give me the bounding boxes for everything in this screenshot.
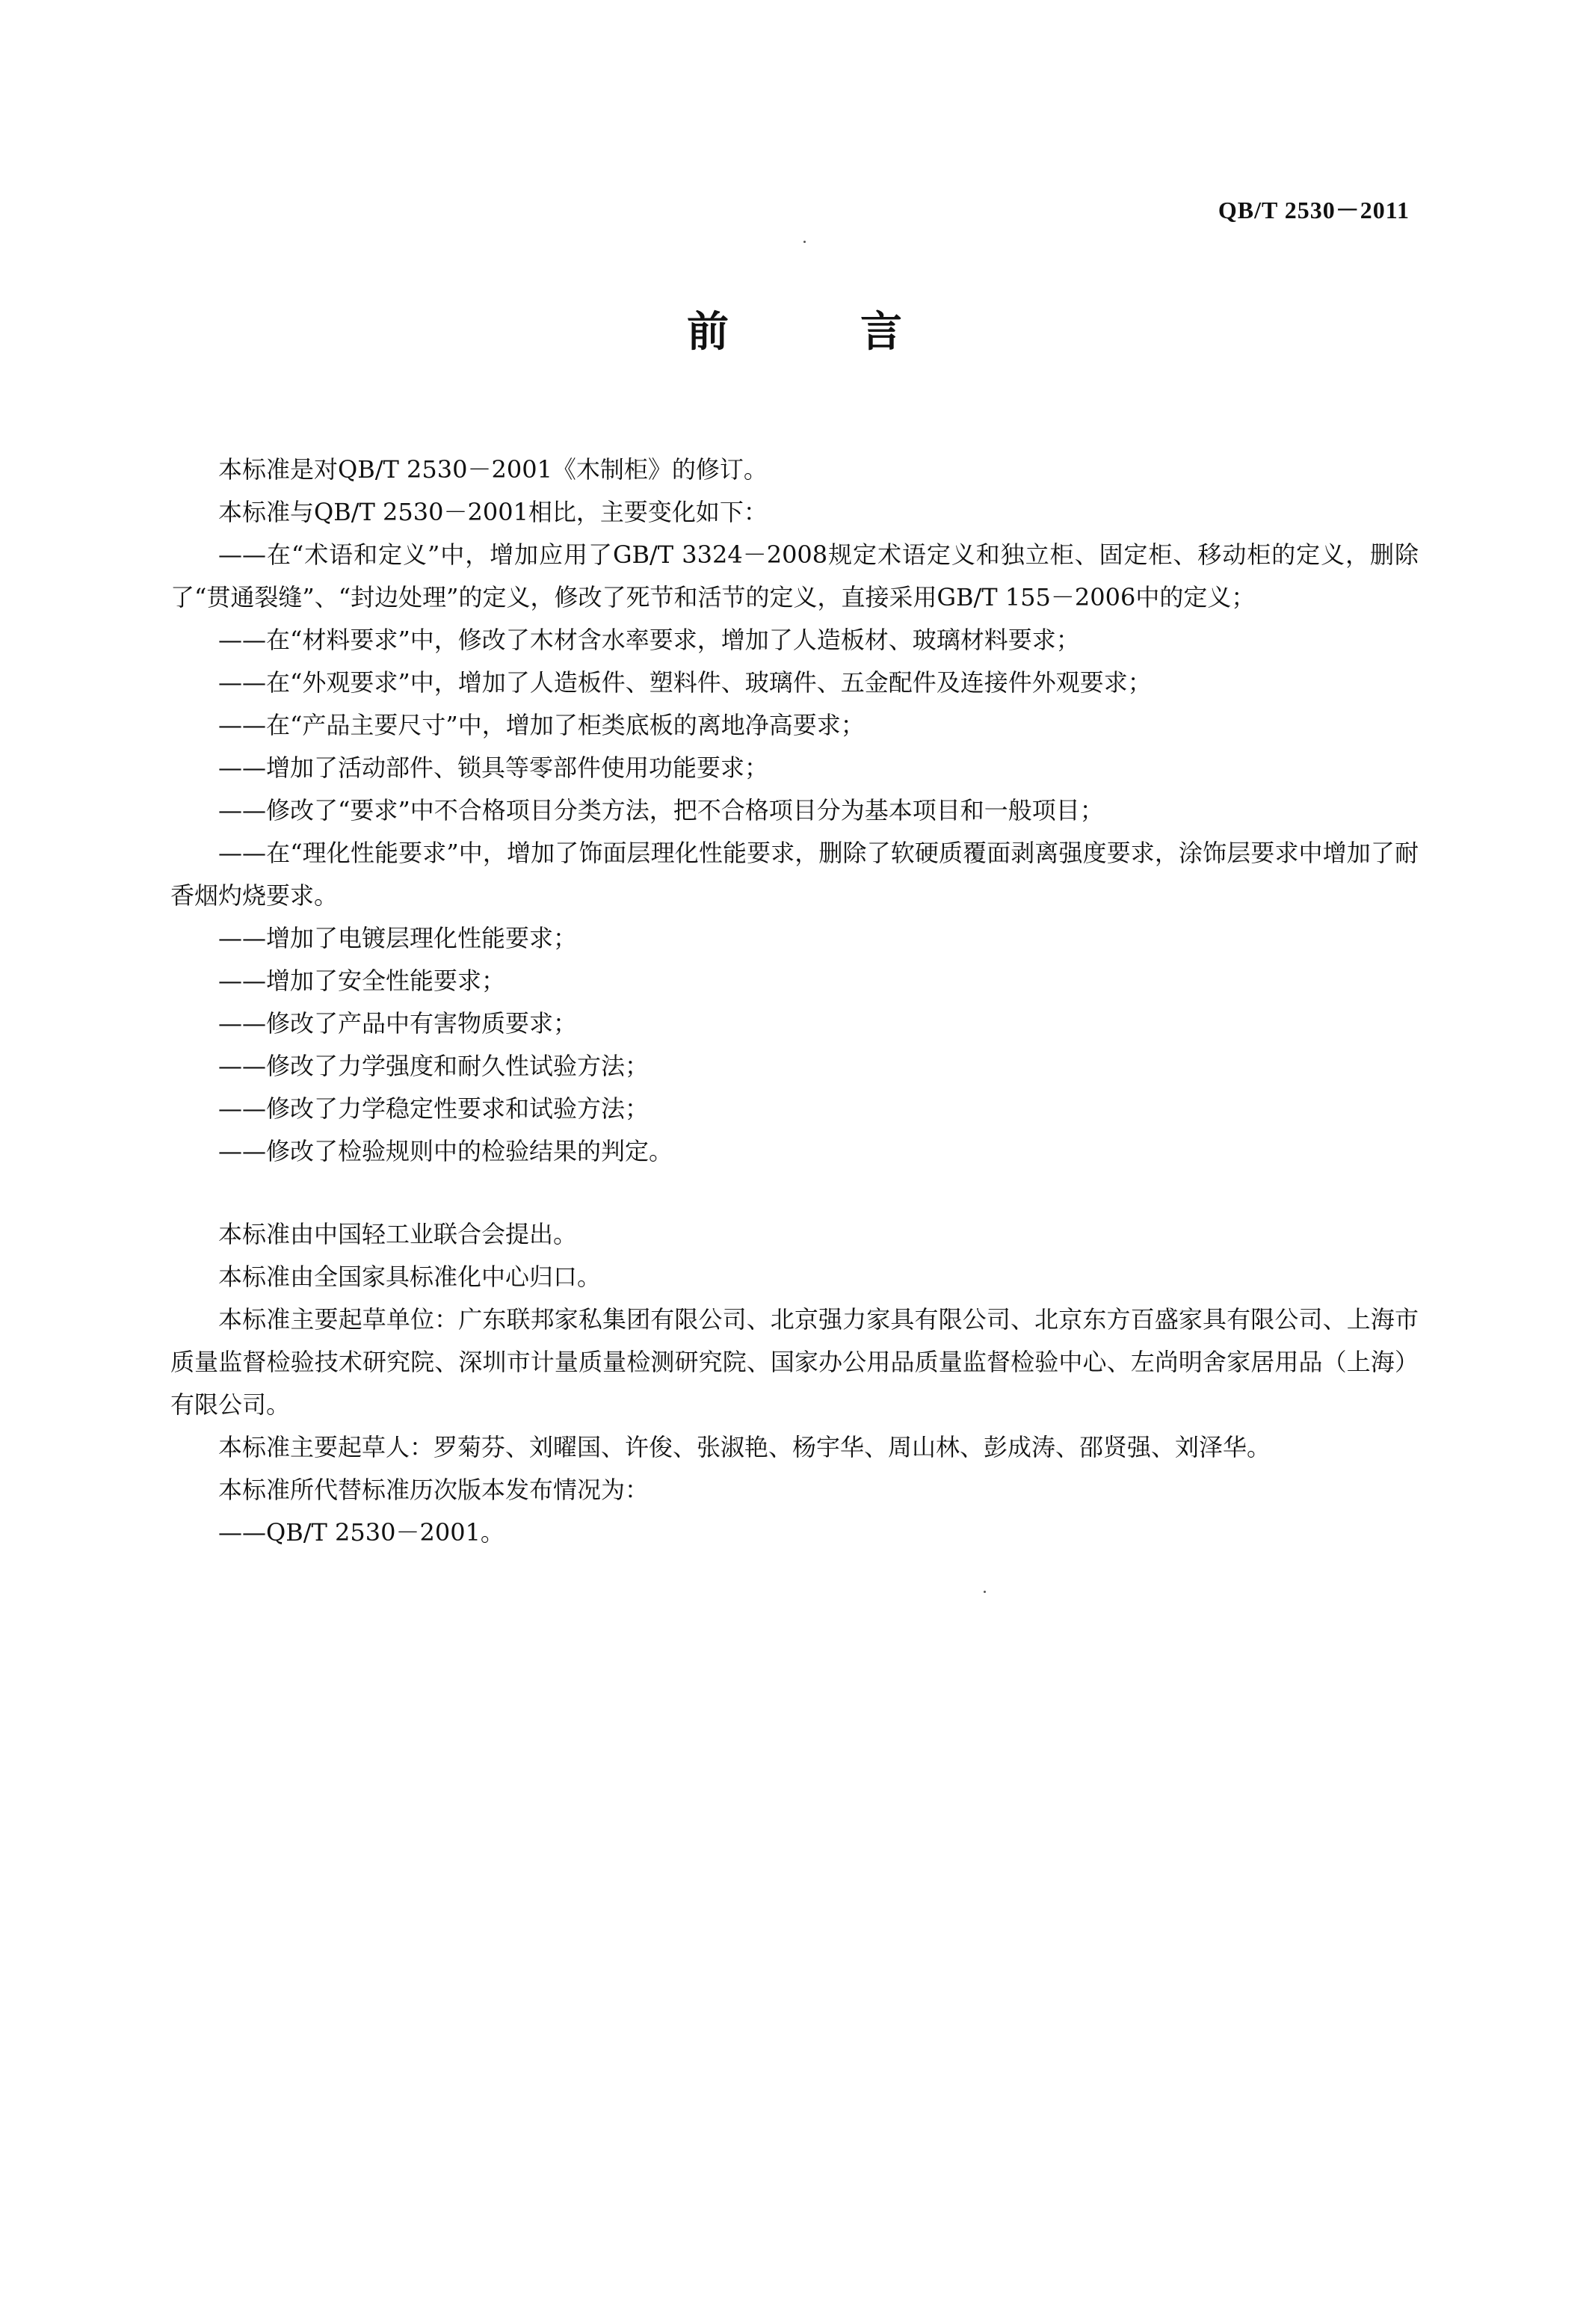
change-item: ——在“外观要求”中，增加了人造板件、塑料件、玻璃件、五金配件及连接件外观要求； <box>218 668 1152 697</box>
change-item: ——修改了产品中有害物质要求； <box>218 1009 578 1038</box>
change-item: ——增加了活动部件、锁具等零部件使用功能要求； <box>218 753 769 782</box>
paragraph: 本标准与QB/T 2530－2001相比，主要变化如下： <box>218 498 768 526</box>
drafting-units: 本标准主要起草单位：广东联邦家私集团有限公司、北京强力家具有限公司、北京东方百盛家具有限公司、上海市质量监督检验技术研究院、深圳市计量质量检测研究院、国家办公用品质量监督检验中心、左尚明舍家居用品（上海）有限公司。 <box>170 1305 1419 1419</box>
change-item: ——修改了“要求”中不合格项目分类方法，把不合格项目分为基本项目和一般项目； <box>218 796 1104 825</box>
paragraph: 本标准所代替标准历次版本发布情况为： <box>218 1476 650 1504</box>
page-title: 前 言 <box>687 308 947 357</box>
section-gap <box>170 1173 1419 1213</box>
change-item: ——修改了力学稳定性要求和试验方法； <box>218 1094 650 1123</box>
paragraph: 本标准由中国轻工业联合会提出。 <box>218 1220 578 1248</box>
paragraph: 本标准由全国家具标准化中心归口。 <box>218 1263 602 1291</box>
change-item: ——在“术语和定义”中，增加应用了GB/T 3324－2008规定术语定义和独立柜、固定柜、移动柜的定义，删除了“贯通裂缝”、“封边处理”的定义，修改了死节和活节的定义，直接采用GB/T 155－2006中的定义； <box>170 540 1419 611</box>
document-body <box>170 449 1419 1554</box>
drafters: 本标准主要起草人：罗菊芬、刘曜国、许俊、张淑艳、杨宇华、周山林、彭成涛、邵贤强、刘泽华。 <box>218 1433 1271 1461</box>
standard-code: QB/T 2530－2011 <box>1218 197 1410 224</box>
change-item: ——在“理化性能要求”中，增加了饰面层理化性能要求，删除了软硬质覆面剥离强度要求，涂饰层要求中增加了耐香烟灼烧要求。 <box>170 839 1419 910</box>
paragraph: 本标准是对QB/T 2530－2001《木制柜》的修订。 <box>218 455 768 484</box>
change-item: ——增加了电镀层理化性能要求； <box>218 924 578 952</box>
scan-speck <box>803 241 806 243</box>
change-item: ——增加了安全性能要求； <box>218 967 506 995</box>
change-item: ——在“产品主要尺寸”中，增加了柜类底板的离地净高要求； <box>218 711 865 739</box>
change-item: ——在“材料要求”中，修改了木材含水率要求，增加了人造板材、玻璃材料要求； <box>218 626 1080 654</box>
version-item: ——QB/T 2530－2001。 <box>218 1518 505 1547</box>
change-item: ——修改了检验规则中的检验结果的判定。 <box>218 1137 673 1165</box>
scan-speck <box>984 1591 986 1593</box>
change-item: ——修改了力学强度和耐久性试验方法； <box>218 1052 650 1080</box>
